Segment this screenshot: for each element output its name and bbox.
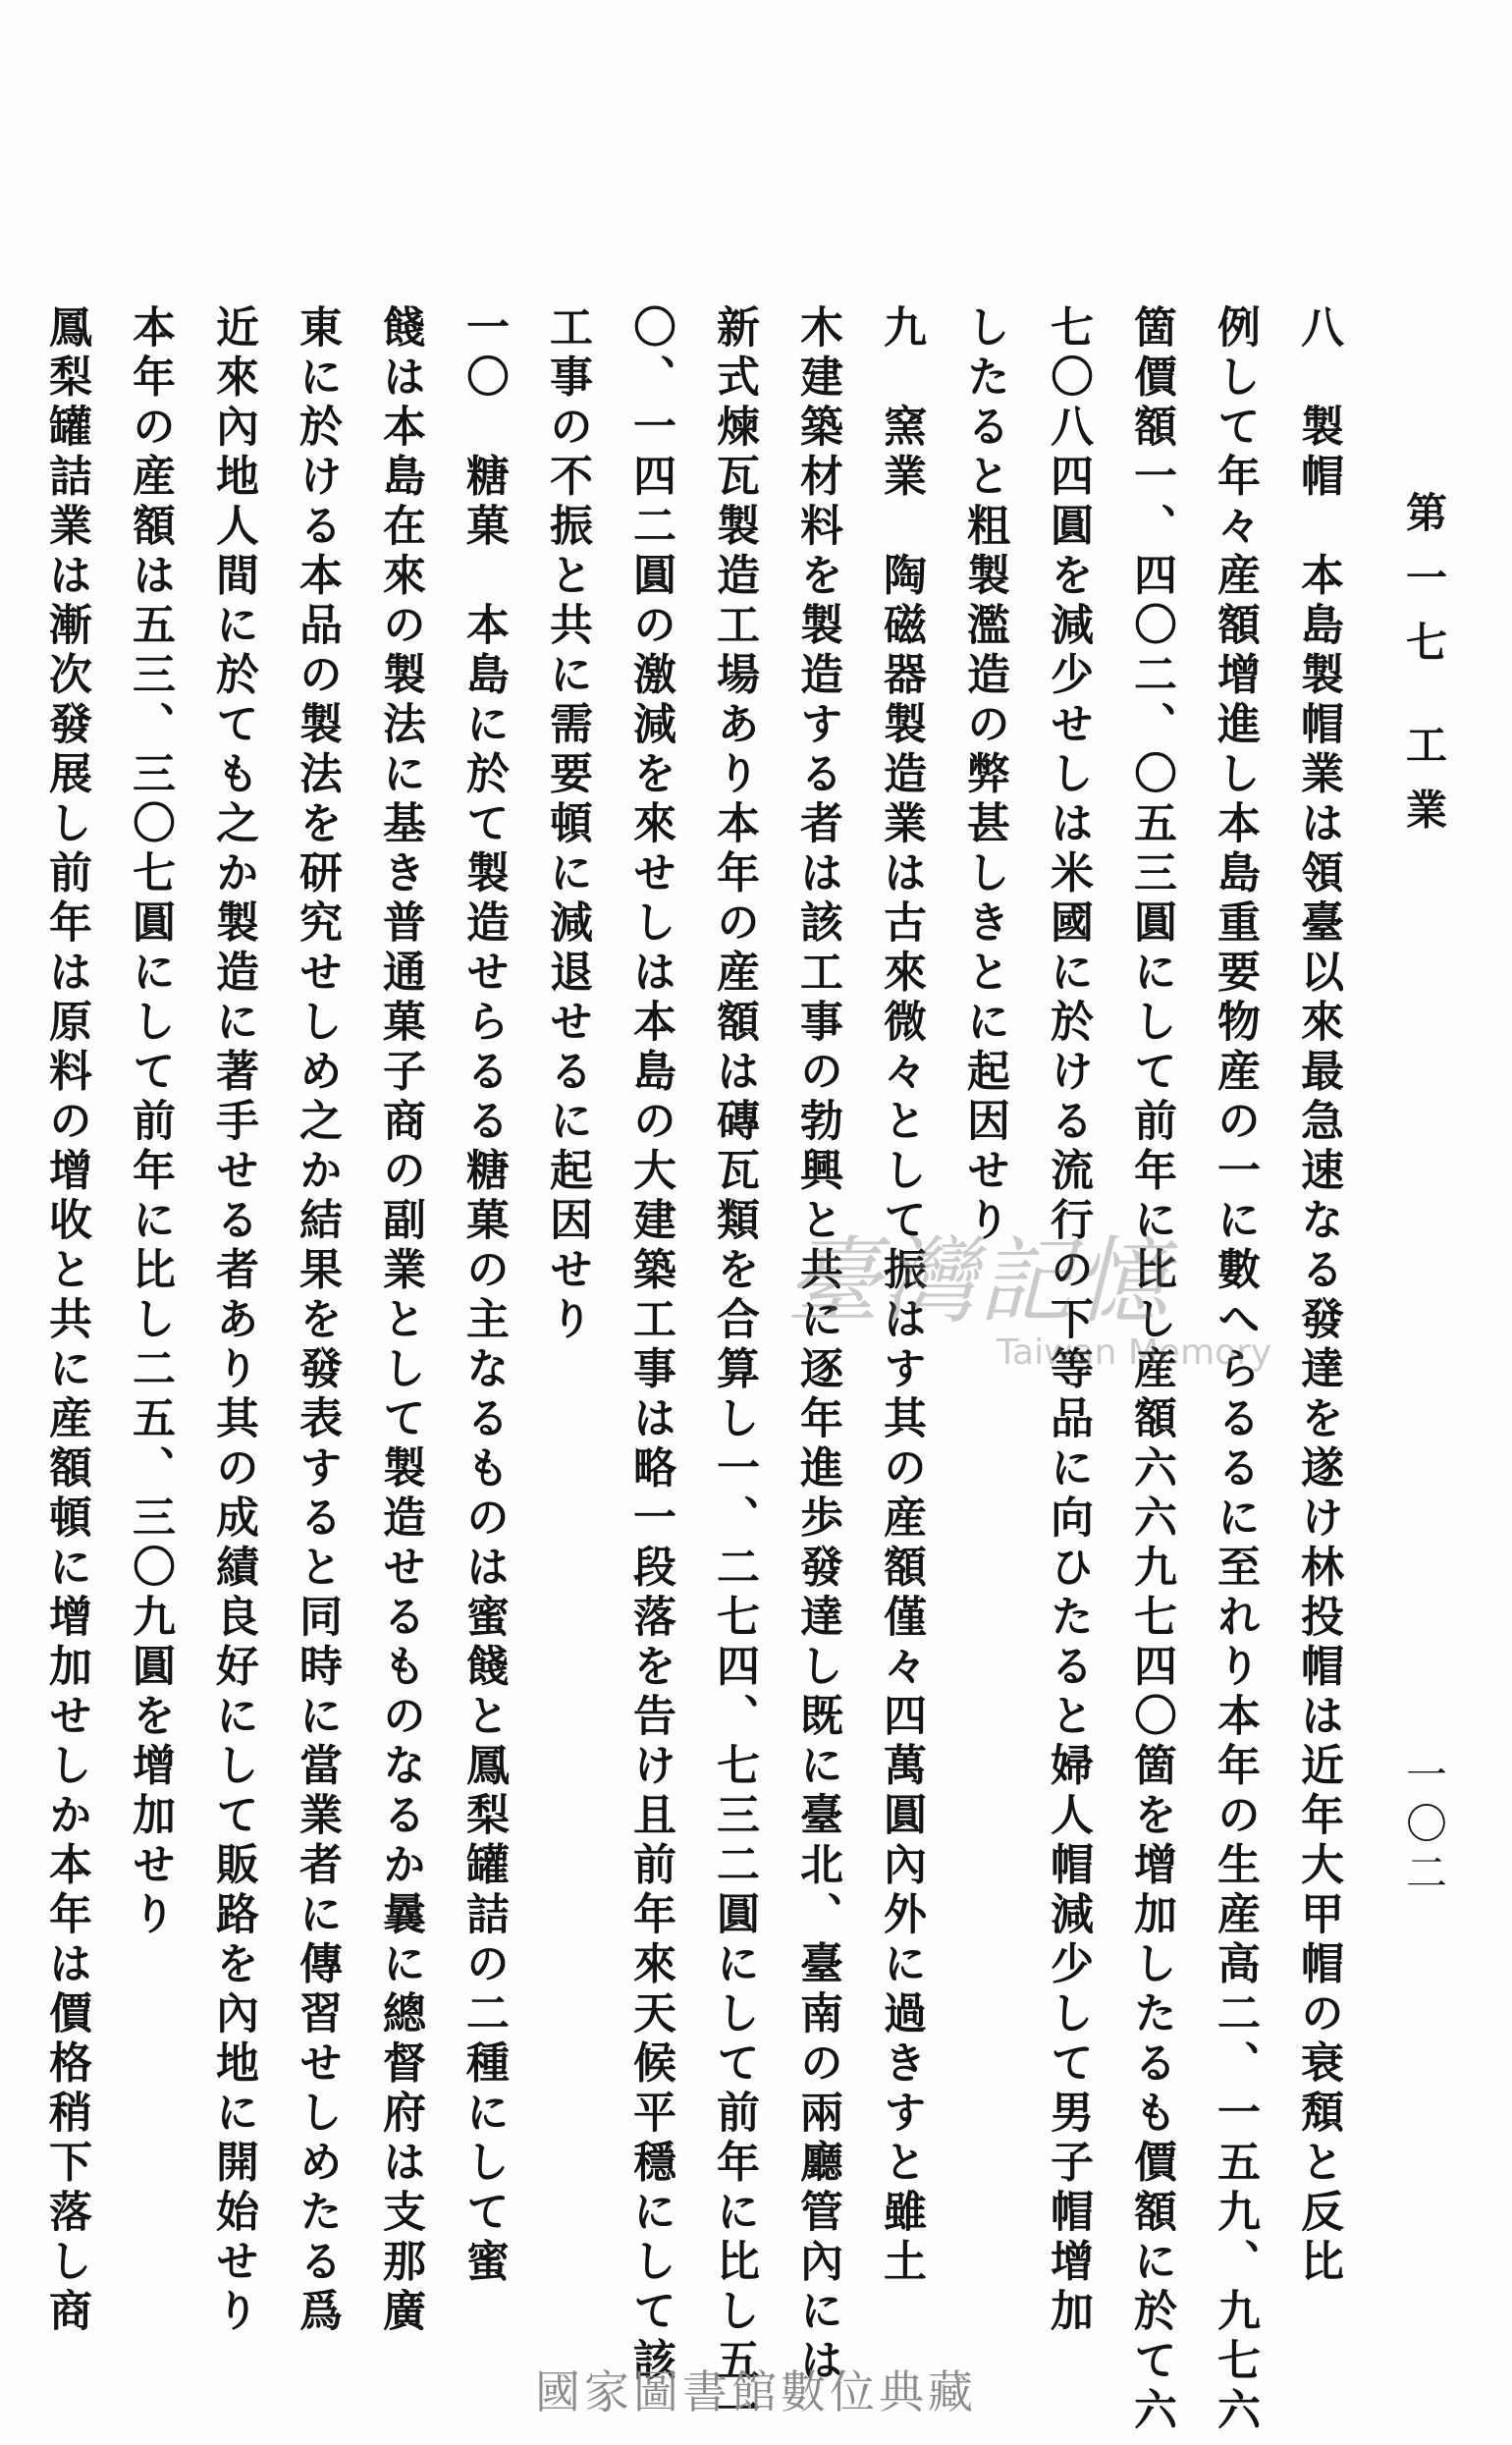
text-column: 工事の不振と共に需要頓に減退せるに起因せり <box>542 304 592 1346</box>
text-column: 鳳梨罐詰業は漸次發展し前年は原料の增收と共に産額頓に增加せしか本年は價格稍下落し商 <box>41 304 91 2338</box>
text-column: 箇價額一、四〇二、〇五三圓にして前年に比し産額六六九七四〇箇を增加したるも價額に於て六 <box>1126 304 1176 2437</box>
footer-credit: 國家圖書館數位典藏 <box>535 2365 977 2418</box>
text-column: 一〇 糖菓 本島に於て製造せらるる糖菓の主なるものは蜜餞と鳳梨罐詰の二種にして蜜 <box>459 304 509 2288</box>
text-column: 木建築材料を製造する者は該工事の勃興と共に逐年進歩發達し既に臺北、臺南の兩廳管內には <box>792 304 842 2387</box>
text-column: 〇、一四二圓の激減を來せしは本島の大建築工事は略一段落を告け且前年來天候平穩にして該 <box>625 304 675 2387</box>
text-column: 新式煉瓦製造工場あり本年の産額は磚瓦類を合算し一、二七四、七三二圓にして前年に比し五一 <box>709 304 759 2437</box>
text-column: 東に於ける本品の製法を研究せしめ之か結果を發表すると同時に當業者に傳習せしめたる爲 <box>292 304 342 2338</box>
watermark-logo-text: 臺灣記憶 <box>785 1226 1170 1336</box>
watermark <box>785 1227 1296 1404</box>
watermark-subtitle: Taiwan Memory <box>997 1332 1272 1373</box>
text-column: 例して年々産額增進し本島重要物産の一に數へらるるに至れり本年の生産高二、一五九、九七六 <box>1210 304 1260 2437</box>
text-column: したると粗製濫造の弊甚しきとに起因せり <box>959 304 1009 1247</box>
text-column: 餞は本島在來の製法に基き普通菓子商の副業として製造せるものなるか曩に總督府は支那廣 <box>375 304 425 2338</box>
text-column: 本年の産額は五三、三〇七圓にして前年に比し二五、三〇九圓を增加せり <box>125 304 175 1941</box>
text-column: 七〇八四圓を減少せしは米國に於ける流行の下等品に向ひたると婦人帽減少して男子帽增加 <box>1043 304 1093 2338</box>
page-number: 一〇二 <box>1400 1753 1448 1900</box>
running-title: 第一七 工業 <box>1400 491 1448 853</box>
text-column: 近來內地人間に於ても之か製造に著手せる者あり其の成績良好にして販路を內地に開始せり <box>208 304 258 2338</box>
text-column: 九 窯業 陶磁器製造業は古來微々として振はす其の産額僅々四萬圓內外に過きすと雖土 <box>876 304 926 2288</box>
text-column: 八 製帽 本島製帽業は領臺以來最急速なる發達を遂け林投帽は近年大甲帽の衰頽と反比 <box>1293 304 1343 2288</box>
